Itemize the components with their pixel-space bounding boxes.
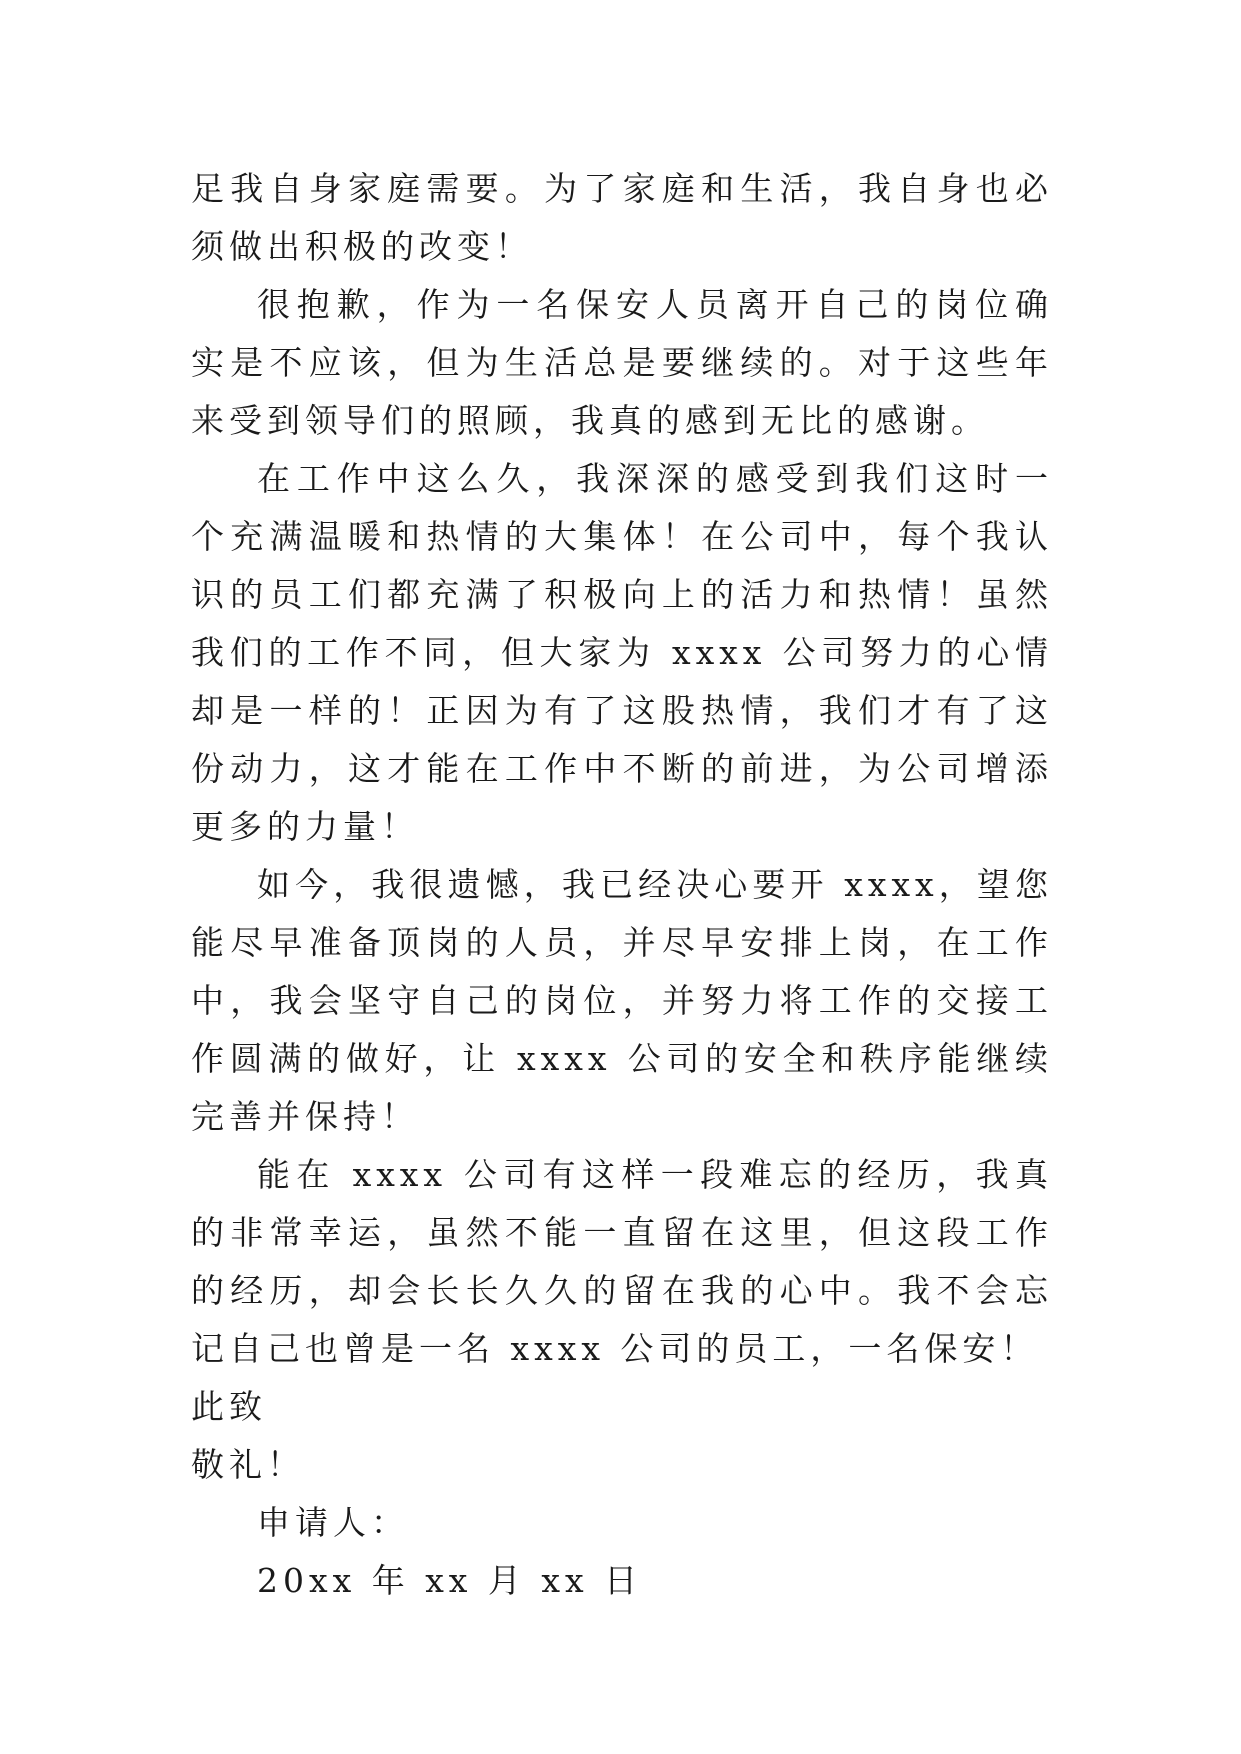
signature-date: 20xx 年 xx 月 xx 日 xyxy=(257,1561,643,1600)
paragraph-team: 在工作中这么久，我深深的感受到我们这时一个充满温暖和热情的大集体！在公司中，每个我认识的员工们都充满了积极向上的活力和热情！虽然我们的工作不同，但大家为 xxxx 公司努力的心情却是一样的！正因为有了这股热情，我们才有了这份动力，这才能在工作中不断的前进，为公司增添更多的力量！ xyxy=(191,459,1053,846)
paragraph-apology: 很抱歉，作为一名保安人员离开自己的岗位确实是不应该，但为生活总是要继续的。对于这些年来受到领导们的照顾，我真的感到无比的感谢。 xyxy=(191,285,1053,440)
paragraph-continued: 足我自身家庭需要。为了家庭和生活，我自身也必须做出积极的改变！ xyxy=(191,169,1053,266)
closing-regards: 敬礼！ xyxy=(191,1445,305,1484)
paragraph-gratitude: 能在 xxxx 公司有这样一段难忘的经历，我真的非常幸运，虽然不能一直留在这里，但这段工作的经历，却会长长久久的留在我的心中。我不会忘记自己也曾是一名 xxxx 公司的员工，一名保安！ xyxy=(191,1155,1053,1368)
closing-salutation: 此致 xyxy=(191,1387,267,1426)
signature-label: 申请人： xyxy=(257,1503,409,1542)
letter-body xyxy=(191,160,1053,1610)
paragraph-decision: 如今，我很遗憾，我已经决心要开 xxxx，望您能尽早准备顶岗的人员，并尽早安排上岗，在工作中，我会坚守自己的岗位，并努力将工作的交接工作圆满的做好，让 xxxx 公司的安全和秩序能继续完善并保持！ xyxy=(191,865,1053,1136)
